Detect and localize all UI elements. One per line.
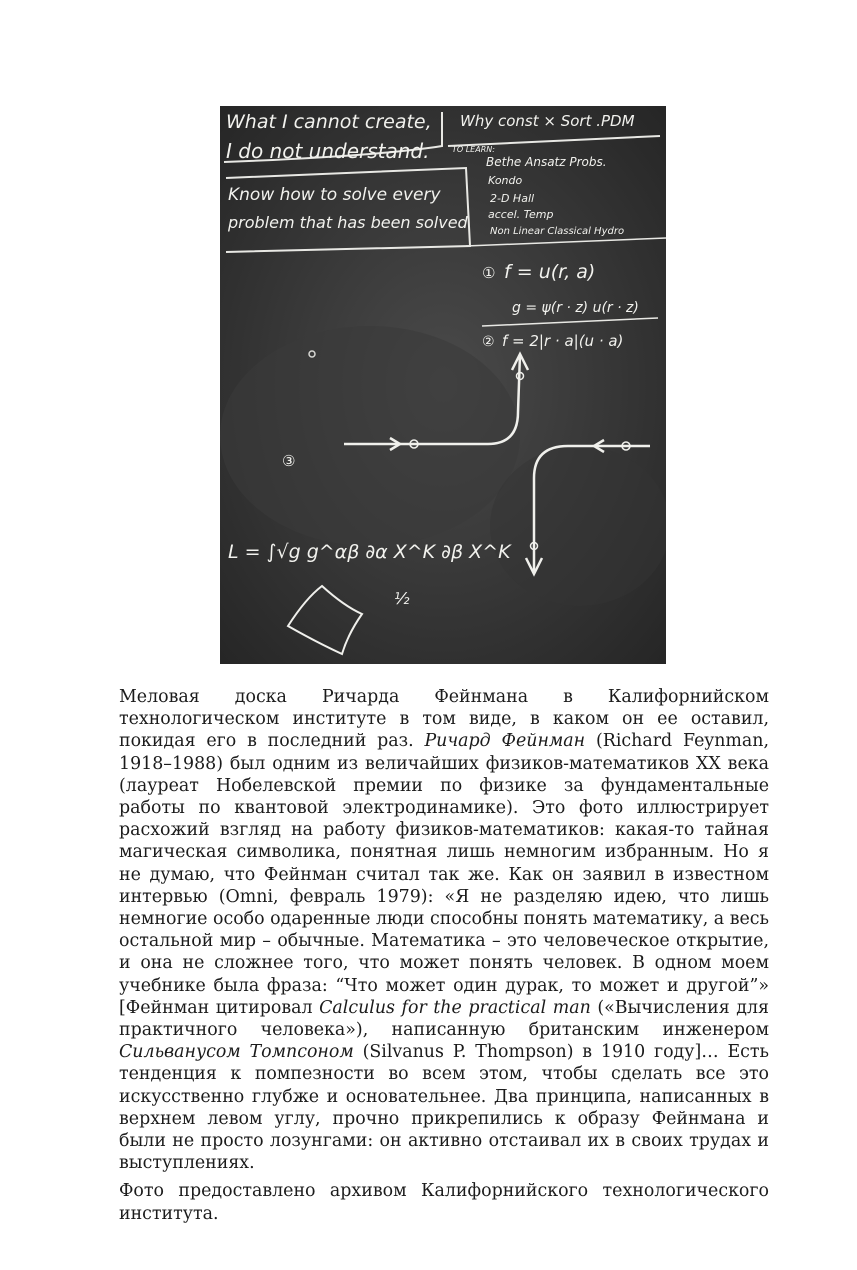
erased-smudge	[490, 446, 666, 606]
fraction-half: ½	[394, 589, 410, 608]
blackboard-drawing	[220, 106, 666, 664]
photo-caption	[119, 686, 769, 1225]
caption-italic-book-title: Calculus for the practical man	[319, 997, 591, 1018]
learn-item: Non Linear Classical Hydro	[490, 226, 625, 237]
learn-item: accel. Temp	[488, 208, 554, 221]
circled-three: ③	[282, 452, 296, 470]
caption-text: Меловая доска Ричарда Фейнмана в Калифорнийском технологическом институте в том виде, в каком он ее оставил, покидая его в последний раз.	[119, 687, 769, 752]
learn-item: 2-D Hall	[490, 192, 535, 205]
motto-line-1: What I cannot create,	[226, 111, 432, 133]
motto-line-3: Know how to solve every	[228, 185, 441, 205]
equation-1: f = u(r, a)	[504, 261, 596, 283]
equation-2: g = ψ(r · z) u(r · z)	[512, 300, 639, 316]
learn-item: Bethe Ansatz Probs.	[486, 155, 607, 169]
equation-3: f = 2|r · a|(u · a)	[502, 332, 624, 350]
learn-item: Kondo	[488, 174, 523, 187]
caption-text: («Вычисления для практичного человека»), написанную британским инженером	[119, 997, 770, 1041]
caption-text: (Silvanus P. Thompson) в 1910 году]… Есть тенденция к помпезности во всем этом, чтобы сделать все это искусственно глубже и основательнее. Два принципа, написанных в верхнем левом углу, прочно прикрепились к образу Фейнмана и были не просто лозунгами: он активно отстаивал их в своих трудах и выступлениях.	[119, 1042, 770, 1174]
caption-italic-name: Сильванусом Томпсоном	[119, 1042, 354, 1063]
to-learn-heading: TO LEARN:	[452, 145, 495, 154]
blackboard-photo	[220, 106, 666, 664]
eq3-label: ②	[482, 334, 495, 350]
motto-line-4: problem that has been solved	[228, 213, 468, 232]
photo-credit: Фото предоставлено архивом Калифорнийского технологического института.	[119, 1181, 769, 1224]
erased-smudge	[220, 326, 520, 546]
top-right-note: Why const × Sort .PDM	[460, 112, 635, 130]
caption-text: (Richard Feynman, 1918–1988) был одним из величайших физиков-математиков XX века (лауреат Нобелевской премии по физике за фундаментальные работы по квантовой электродинамике). Это фото иллюстрирует расхожий взгляд на работу физиков-математиков: какая-то тайная магическая символика, понятная лишь немногим избранным. Но я не думаю, что Фейнман считал так же. Как он заявил в известном интервью (Omni, февраль 1979): «Я не разделяю идею, что лишь немногие особо одаренные люди способны понять математику, а весь остальной мир – обычные. Математика – это человеческое открытие, и она не сложнее того, что может понять человек. В одном моем учебнике была фраза: “Что может один дурак, то может и другой”» [Фейнман цитировал	[119, 731, 769, 1018]
caption-paragraph	[119, 686, 769, 1174]
eq1-label: ①	[482, 264, 496, 282]
motto-line-2: I do not understand.	[226, 139, 430, 163]
lagrangian: L = ∫√g g^αβ ∂α X^K ∂β X^K	[228, 541, 511, 563]
caption-italic-name: Ричард Фейнман	[424, 731, 586, 752]
